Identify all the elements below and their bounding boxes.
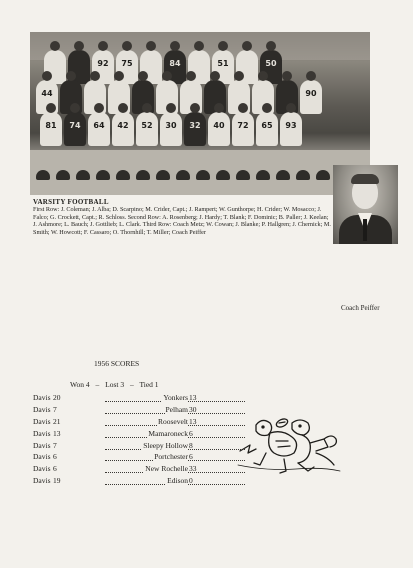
opponent-name: Portchester <box>154 452 188 462</box>
jersey-number: 52 <box>141 121 153 130</box>
jersey-number: 92 <box>97 59 109 68</box>
opponent-name: Mamaroneck <box>148 428 188 438</box>
opponent-score: 8 <box>189 440 193 450</box>
jersey-number: 42 <box>117 121 129 130</box>
team-name: Davis <box>33 428 51 438</box>
helmet-icon <box>56 170 70 180</box>
portrait-hair <box>351 174 379 184</box>
player-head <box>90 71 100 81</box>
player-head <box>218 41 228 51</box>
jersey-number: 30 <box>165 121 177 130</box>
record-tied: Tied 1 <box>139 380 159 389</box>
player-head <box>146 41 156 51</box>
team-score: 7 <box>53 404 57 414</box>
player-figure <box>112 112 134 146</box>
helmet-icon <box>276 170 290 180</box>
player-head <box>186 71 196 81</box>
helmet-icon <box>196 170 210 180</box>
player-head <box>50 41 60 51</box>
opponent-name: New Rochelle <box>145 464 188 474</box>
player-figure <box>88 112 110 146</box>
season-record <box>70 380 163 389</box>
player-head <box>142 103 152 113</box>
helmet-icon <box>36 170 50 180</box>
coach-name: Coach Peiffer <box>341 304 380 312</box>
scores-title: 1956 SCORES <box>94 359 140 368</box>
jersey-number: 81 <box>45 121 57 130</box>
player-head <box>94 103 104 113</box>
player-figure <box>136 112 158 146</box>
player-figure <box>208 112 230 146</box>
jersey-number: 90 <box>305 89 317 98</box>
player-head <box>194 41 204 51</box>
opponent-name: Pelham <box>165 404 188 414</box>
opponent-score: 0 <box>189 476 193 486</box>
player-figure <box>256 112 278 146</box>
helmet-icon <box>176 170 190 180</box>
team-name: Davis <box>33 476 51 486</box>
player-head <box>138 71 148 81</box>
jersey-number: 74 <box>69 121 81 130</box>
coach-portrait <box>333 165 398 244</box>
player-head <box>42 71 52 81</box>
team-name: Davis <box>33 393 51 402</box>
player-head <box>282 71 292 81</box>
helmet-icon <box>216 170 230 180</box>
team-score: 21 <box>53 416 61 426</box>
team-name: Davis <box>33 440 51 450</box>
player-head <box>262 103 272 113</box>
player-head <box>234 71 244 81</box>
helmet-icon <box>76 170 90 180</box>
record-sep-1: – <box>95 380 100 389</box>
jersey-number: 84 <box>169 59 181 68</box>
team-name: Davis <box>33 416 51 426</box>
opponent-score: 6 <box>189 452 193 462</box>
player-head <box>242 41 252 51</box>
caption-body: First Row: J. Coleman; J. Alba; D. Scarpino; M. Crider, Capt.; J. Rampert; W. Gunthorpe; H. Crider; W. Mosacco; J. Falco; G. Crockett, Capt.; R. Schloss. Second Row: A. Rosenberg; J. Hardy; T. Blank; F. Dominic; B. Paller; J. Keelan; J. Ashmore; L. Bauch; J. Gottlieb; L. Clark. Third Row: Coach Metz; W. Cowan; J. Blanke; P. Hallgren; J. Chernick; M. Smith; W. Howcott; F. Cassaro; O. Thornhill; T. Miller; Coach Peiffer <box>33 206 331 236</box>
player-figure <box>232 112 254 146</box>
record-lost: Lost 3 <box>105 380 125 389</box>
opponent-name: Edison <box>167 476 188 486</box>
caption-title: VARSITY FOOTBALL <box>33 198 109 206</box>
player-head <box>114 71 124 81</box>
football-pileup-illustration <box>236 413 344 475</box>
helmet-icon <box>296 170 310 180</box>
player-head <box>214 103 224 113</box>
team-name: Davis <box>33 404 51 414</box>
team-score: 7 <box>53 440 57 450</box>
jersey-number: 64 <box>93 121 105 130</box>
helmet-icon <box>136 170 150 180</box>
photo-front-row <box>40 112 302 146</box>
jersey-number: 32 <box>189 121 201 130</box>
player-head <box>258 71 268 81</box>
helmet-icon <box>256 170 270 180</box>
portrait-tie <box>363 219 367 241</box>
player-head <box>238 103 248 113</box>
opponent-score: 6 <box>189 428 193 438</box>
team-score: 6 <box>53 452 57 462</box>
helmet-icon <box>236 170 250 180</box>
jersey-number: 75 <box>121 59 133 68</box>
record-sep-2: – <box>129 380 134 389</box>
player-figure <box>184 112 206 146</box>
jersey-number: 50 <box>265 59 277 68</box>
player-head <box>46 103 56 113</box>
player-head <box>170 41 180 51</box>
player-head <box>70 103 80 113</box>
player-head <box>190 103 200 113</box>
helmet-icon <box>316 170 330 180</box>
jersey-number: 65 <box>261 121 273 130</box>
player-head <box>166 103 176 113</box>
team-name: Davis <box>33 464 51 474</box>
player-head <box>74 41 84 51</box>
jersey-number: 72 <box>237 121 249 130</box>
jersey-number: 40 <box>213 121 225 130</box>
team-name: Davis <box>33 452 51 462</box>
player-head <box>66 71 76 81</box>
team-score: 19 <box>53 476 61 486</box>
opponent-score: 13 <box>189 393 197 402</box>
opponent-name: Sleepy Hollow <box>143 440 188 450</box>
player-head <box>306 71 316 81</box>
jersey-number: 51 <box>217 59 229 68</box>
jersey-number: 93 <box>285 121 297 130</box>
helmet-icon <box>116 170 130 180</box>
team-score: 6 <box>53 464 57 474</box>
player-figure <box>160 112 182 146</box>
player-head <box>210 71 220 81</box>
player-figure <box>40 112 62 146</box>
team-photo <box>30 32 370 195</box>
player-figure <box>64 112 86 146</box>
player-head <box>286 103 296 113</box>
opponent-score: 13 <box>189 416 197 426</box>
helmet-icon <box>156 170 170 180</box>
player-head <box>98 41 108 51</box>
photo-helmets <box>36 170 350 180</box>
player-head <box>118 103 128 113</box>
player-head <box>162 71 172 81</box>
jersey-number: 44 <box>41 89 53 98</box>
opponent-name: Yonkers <box>163 393 188 402</box>
player-figure <box>280 112 302 146</box>
opponent-score: 33 <box>189 464 197 474</box>
opponent-score: 30 <box>189 404 197 414</box>
player-figure <box>300 80 322 114</box>
team-score: 20 <box>53 393 61 402</box>
opponent-name: Roosevelt <box>158 416 188 426</box>
player-head <box>266 41 276 51</box>
team-score: 13 <box>53 428 61 438</box>
helmet-icon <box>96 170 110 180</box>
player-head <box>122 41 132 51</box>
record-won: Won 4 <box>70 380 90 389</box>
